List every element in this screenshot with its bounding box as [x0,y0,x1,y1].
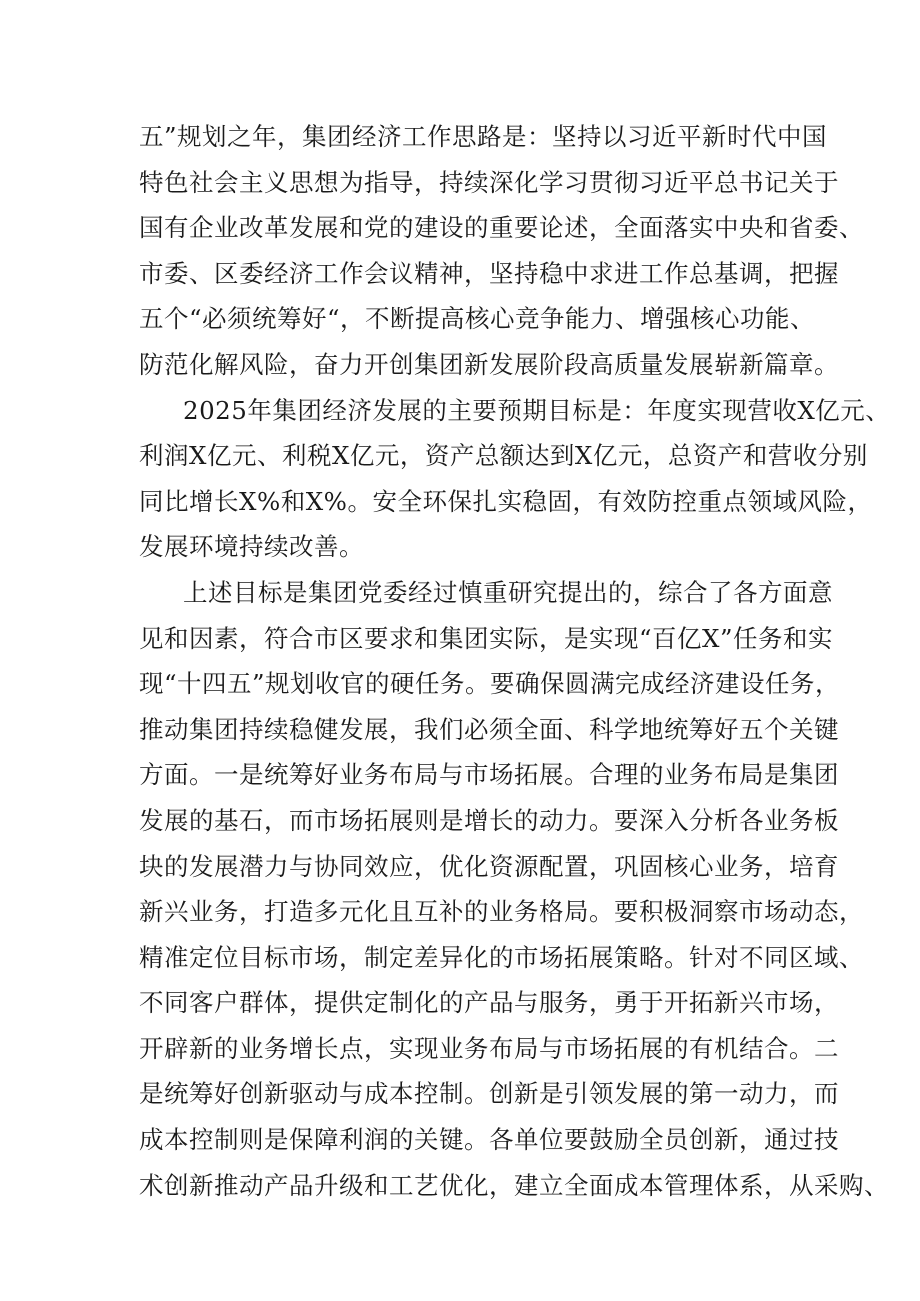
paragraph-3-line-6: 发展的基石，而市场拓展则是增长的动力。要深入分析各业务板 [139,805,839,835]
paragraph-1-line-1: 五”规划之年，集团经济工作思路是：坚持以习近平新时代中国 [139,122,828,151]
paragraph-1-line-3: 国有企业改革发展和党的建设的重要论述，全面落实中央和省委、 [139,213,864,243]
paragraph-3-line-5: 方面。一是统筹好业务布局与市场拓展。合理的业务布局是集团 [139,760,839,790]
paragraph-2-line-2: 利润X亿元、利税X亿元，资产总额达到X亿元，总资产和营收分别 [139,441,868,471]
paragraph-1-line-5: 五个“必须统筹好“，不断提高核心竞争能力、增强核心功能、 [139,304,816,334]
paragraph-2-line-4: 发展环境持续改善。 [139,532,364,562]
paragraph-3-line-10: 不同客户群体，提供定制化的产品与服务，勇于开拓新兴市场， [139,988,839,1018]
paragraph-3-line-12: 是统筹好创新驱动与成本控制。创新是引领发展的第一动力，而 [139,1079,839,1109]
paragraph-3-line-8: 新兴业务，打造多元化且互补的业务格局。要积极洞察市场动态， [139,897,864,927]
paragraph-3-line-7: 块的发展潜力与协同效应，优化资源配置，巩固核心业务，培育 [139,851,839,881]
paragraph-3-line-1: 上述目标是集团党委经过慎重研究提出的，综合了各方面意 [183,577,833,607]
paragraph-3-line-11: 开辟新的业务增长点，实现业务布局与市场拓展的有机结合。二 [139,1033,839,1063]
paragraph-3-line-9: 精准定位目标市场，制定差异化的市场拓展策略。针对不同区域、 [139,942,864,972]
paragraph-3-line-2: 见和因素，符合市区要求和集团实际，是实现“百亿X”任务和实 [139,623,833,653]
paragraph-2-line-1: 2025年集团经济发展的主要预期目标是：年度实现营收X亿元、 [183,395,891,425]
paragraph-3-line-13: 成本控制则是保障利润的关键。各单位要鼓励全员创新，通过技 [139,1125,839,1155]
paragraph-1-line-2: 特色社会主义思想为指导，持续深化学习贯彻习近平总书记关于 [139,167,839,197]
document-body [139,114,891,1208]
paragraph-3-line-4: 推动集团持续稳健发展，我们必须全面、科学地统筹好五个关键 [139,714,839,744]
paragraph-2-line-3: 同比增长X%和X%。安全环保扎实稳固，有效防控重点领域风险， [139,486,873,516]
paragraph-1-line-4: 市委、区委经济工作会议精神，坚持稳中求进工作总基调，把握 [139,258,839,288]
paragraph-3-line-3: 现“十四五”规划收官的硬任务。要确保圆满完成经济建设任务， [139,669,841,699]
paragraph-1-line-6: 防范化解风险，奋力开创集团新发展阶段高质量发展崭新篇章。 [139,349,839,379]
paragraph-3-line-14: 术创新推动产品升级和工艺优化，建立全面成本管理体系，从采购、 [139,1170,889,1200]
